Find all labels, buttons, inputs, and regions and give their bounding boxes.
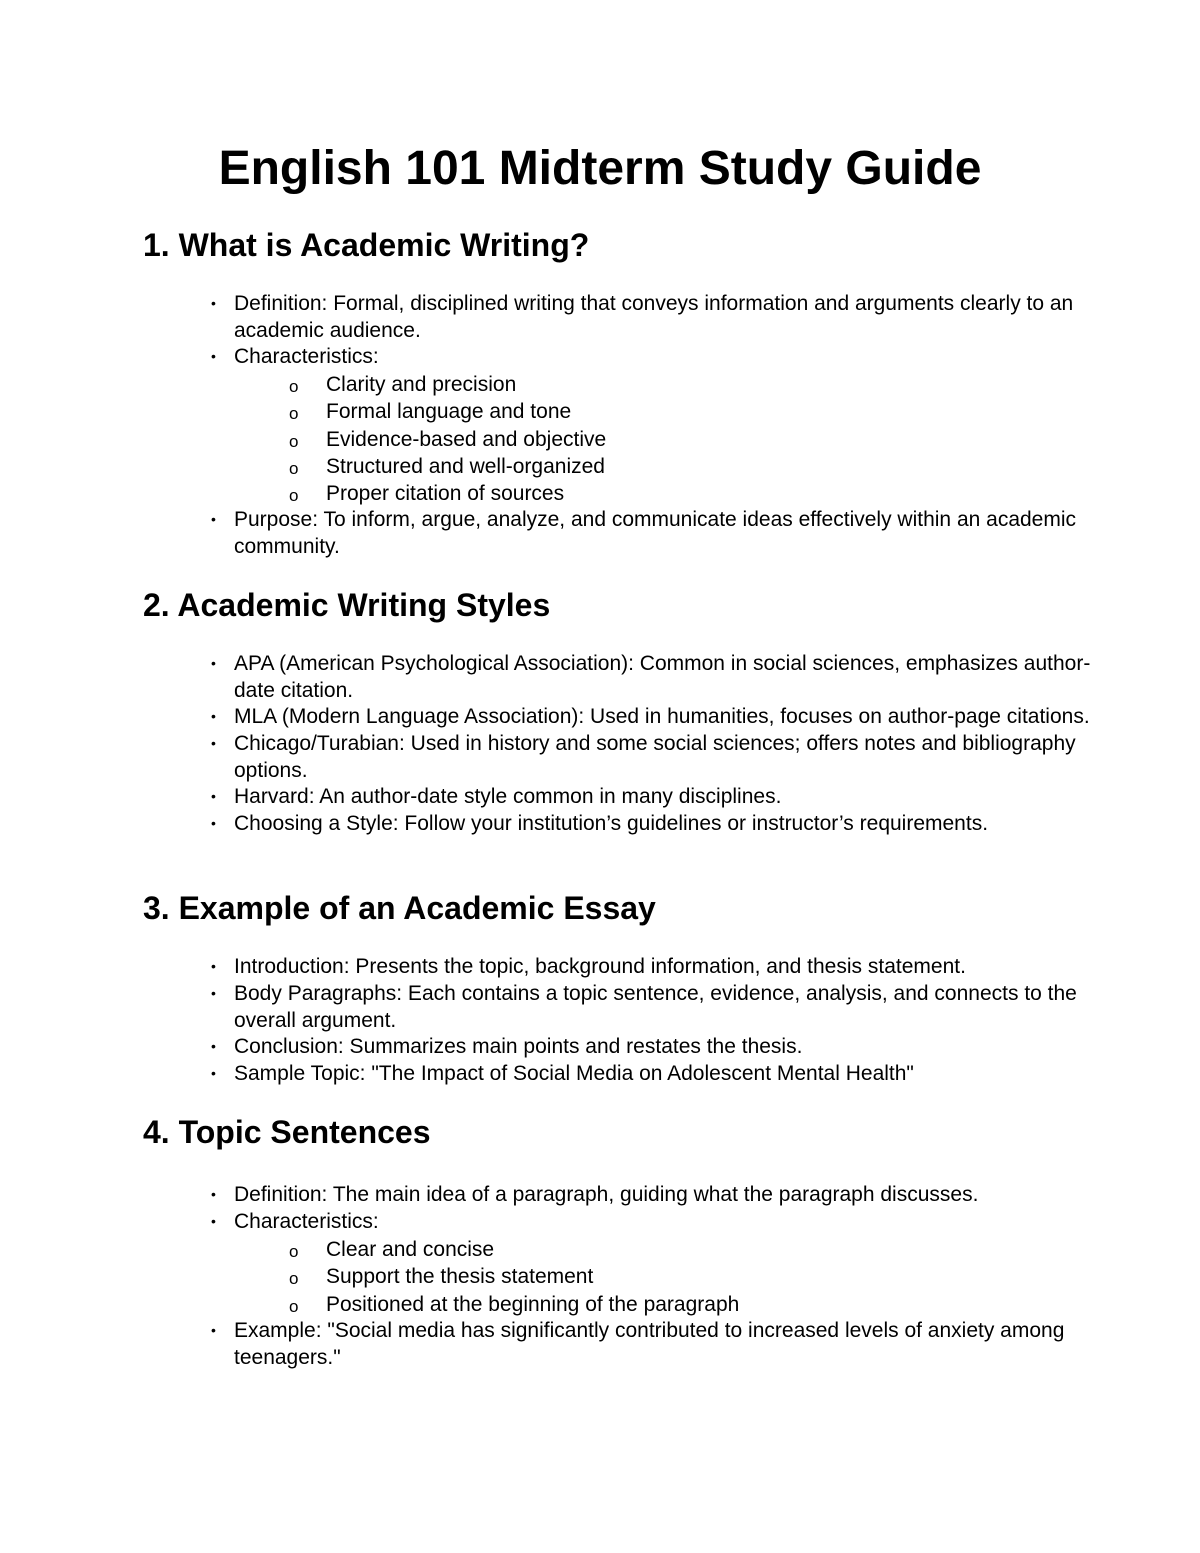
list-item bbox=[0, 291, 1104, 344]
subitem-text: Clarity and precision bbox=[326, 373, 517, 396]
item-text: Harvard: An author-date style common in many disciplines. bbox=[234, 785, 782, 808]
item-text: Example: "Social media has significantly contributed to increased levels of anxiety among teenagers." bbox=[234, 1318, 1065, 1369]
item-text: MLA (Modern Language Association): Used in humanities, focuses on author-page citations. bbox=[234, 705, 1090, 728]
bullet-icon: • bbox=[211, 511, 216, 528]
sub-list-item bbox=[0, 480, 1104, 507]
circle-bullet-icon: o bbox=[289, 377, 299, 396]
circle-bullet-icon: o bbox=[289, 1296, 299, 1316]
item-text: Body Paragraphs: Each contains a topic sentence, evidence, analysis, and connects to the overall argument. bbox=[234, 982, 1077, 1032]
sub-list-item bbox=[0, 398, 1104, 425]
bullet-icon: • bbox=[211, 1213, 216, 1229]
section-heading: 2. Academic Writing Styles bbox=[143, 587, 551, 623]
item-text: Characteristics: bbox=[234, 345, 379, 368]
list-item bbox=[0, 954, 1104, 981]
subitem-text: Evidence-based and objective bbox=[326, 427, 607, 451]
bullet-icon: • bbox=[211, 295, 216, 311]
bullet-icon: • bbox=[211, 985, 216, 1001]
document-title: English 101 Midterm Study Guide bbox=[218, 142, 982, 195]
item-text: Purpose: To inform, argue, analyze, and communicate ideas effectively within an academic community. bbox=[234, 508, 1077, 559]
list-item bbox=[0, 1034, 1104, 1061]
section-heading: 1. What is Academic Writing? bbox=[143, 227, 590, 263]
subitem-text: Proper citation of sources bbox=[326, 482, 565, 506]
bullet-list bbox=[0, 651, 1104, 838]
bullet-icon: • bbox=[211, 655, 216, 671]
item-text: Conclusion: Summarizes main points and restates the thesis. bbox=[234, 1035, 803, 1058]
subitem-text: Clear and concise bbox=[326, 1238, 495, 1261]
bullet-icon: • bbox=[211, 1186, 216, 1202]
list-item bbox=[0, 811, 1104, 838]
list-item bbox=[0, 784, 1104, 811]
bullet-list bbox=[0, 291, 1104, 560]
item-text: APA (American Psychological Association): Common in social sciences, emphasizes author-date citation. bbox=[234, 652, 1091, 702]
list-item bbox=[0, 981, 1104, 1034]
bullet-icon: • bbox=[211, 348, 216, 364]
bullet-icon: • bbox=[211, 815, 216, 831]
bullet-icon: • bbox=[211, 958, 216, 974]
bullet-list bbox=[0, 954, 1104, 1088]
sub-list-item bbox=[0, 453, 1104, 480]
list-item bbox=[0, 1061, 1104, 1088]
bullet-icon: • bbox=[211, 1065, 216, 1081]
sub-list-item bbox=[0, 1291, 1104, 1318]
list-item bbox=[0, 731, 1104, 784]
bullet-icon: • bbox=[211, 1321, 216, 1338]
item-text: Introduction: Presents the topic, background information, and thesis statement. bbox=[234, 955, 966, 978]
subitem-text: Formal language and tone bbox=[326, 400, 572, 424]
item-text: Sample Topic: "The Impact of Social Media on Adolescent Mental Health" bbox=[234, 1062, 914, 1085]
bullet-icon: • bbox=[211, 708, 216, 724]
bullet-icon: • bbox=[211, 788, 216, 804]
item-text: Choosing a Style: Follow your institution’s guidelines or instructor’s requirements. bbox=[234, 812, 989, 835]
circle-bullet-icon: o bbox=[289, 1242, 299, 1261]
subitem-text: Structured and well-organized bbox=[326, 454, 605, 478]
sub-list-item bbox=[0, 371, 1104, 398]
section-heading: 4. Topic Sentences bbox=[143, 1114, 431, 1150]
circle-bullet-icon: o bbox=[289, 404, 299, 424]
list-item bbox=[0, 704, 1104, 731]
sub-list-item bbox=[0, 1236, 1104, 1263]
subitem-text: Support the thesis statement bbox=[326, 1265, 594, 1289]
circle-bullet-icon: o bbox=[289, 431, 299, 451]
item-text: Characteristics: bbox=[234, 1210, 379, 1233]
item-text: Definition: Formal, disciplined writing that conveys information and arguments clearly to an academic audience. bbox=[234, 292, 1074, 342]
subitem-text: Positioned at the beginning of the paragraph bbox=[326, 1292, 740, 1316]
list-item bbox=[0, 1182, 1104, 1209]
circle-bullet-icon: o bbox=[289, 458, 299, 478]
sub-list-item bbox=[0, 426, 1104, 453]
list-item bbox=[0, 1318, 1104, 1371]
bullet-icon: • bbox=[211, 1038, 216, 1054]
section-heading: 3. Example of an Academic Essay bbox=[143, 890, 656, 926]
item-text: Chicago/Turabian: Used in history and some social sciences; offers notes and bibliography options. bbox=[234, 732, 1076, 782]
bullet-icon: • bbox=[211, 735, 216, 751]
circle-bullet-icon: o bbox=[289, 1269, 299, 1289]
item-text: Definition: The main idea of a paragraph, guiding what the paragraph discusses. bbox=[234, 1183, 979, 1206]
sub-list-item bbox=[0, 1263, 1104, 1290]
list-item bbox=[0, 651, 1104, 704]
list-item bbox=[0, 1209, 1104, 1236]
circle-bullet-icon: o bbox=[289, 486, 299, 506]
list-item bbox=[0, 344, 1104, 371]
bullet-list bbox=[0, 1182, 1104, 1371]
list-item bbox=[0, 507, 1104, 560]
